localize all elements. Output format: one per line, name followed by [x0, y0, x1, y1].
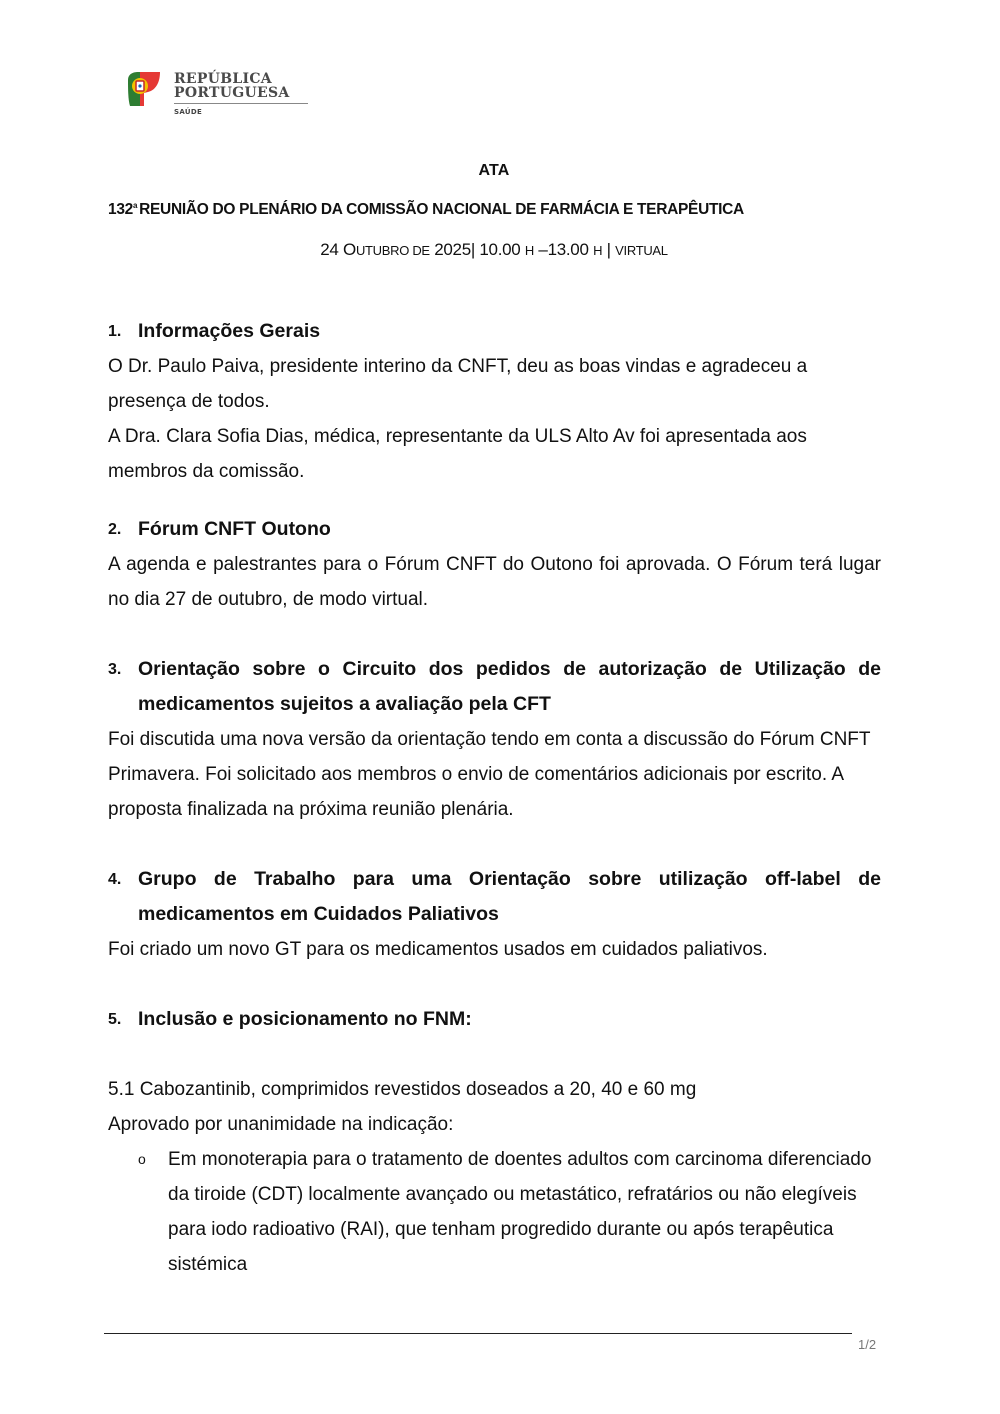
portugal-emblem-icon: [124, 70, 162, 108]
indication-text: Em monoterapia para o tratamento de doentes adultos com carcinoma diferenciado da tiroide (CDT) localmente avançado ou metastático, refratários ou não elegíveis para iodo radioativo (RAI), que tenham progredido durante ou após terapêutica sistémica: [168, 1149, 872, 1275]
date-month-rest: UTUBRO DE: [355, 243, 430, 258]
hour-unit-end: H: [593, 243, 603, 258]
meeting-date-line: 24 OUTUBRO DE 2025| 10.00 H –13.00 H | VIRTUAL: [320, 240, 668, 259]
hollow-bullet-icon: o: [138, 1151, 146, 1167]
paragraph: A Dra. Clara Sofia Dias, médica, representante da ULS Alto Av foi apresentada aos membros da comissão.: [108, 426, 807, 482]
section-heading: [108, 512, 881, 547]
section-title: Informações Gerais: [138, 320, 321, 342]
section-1: [108, 314, 881, 489]
logo-line-2: PORTUGUESA: [174, 85, 290, 101]
section-heading: [108, 314, 881, 349]
logo-subtitle: SAÚDE: [174, 108, 203, 116]
section-heading: [108, 1002, 881, 1037]
section-title: Grupo de Trabalho para uma Orientação sobre utilização off-label de medicamentos em Cuidados Paliativos: [138, 868, 881, 925]
document-type-heading: ATA: [478, 162, 510, 179]
meeting-number: 132: [108, 201, 133, 218]
page-number: 1/2: [858, 1337, 877, 1352]
section-3: [108, 652, 881, 827]
section-5: [108, 1002, 881, 1282]
republica-portuguesa-saude-logo: [124, 70, 308, 116]
logo-divider: [174, 103, 308, 104]
section-number: 1.: [108, 323, 122, 340]
paragraph: A agenda e palestrantes para o Fórum CNFT do Outono foi aprovada. O Fórum terá lugar no dia 27 de outubro, de modo virtual.: [108, 554, 881, 610]
hour-unit-start: H: [524, 243, 534, 258]
section-number: 2.: [108, 521, 122, 538]
date-day: 24: [320, 240, 339, 259]
meeting-ordinal: a: [132, 201, 138, 210]
section-heading: [108, 862, 881, 932]
date-month-initial: O: [343, 240, 356, 259]
date-year: 2025: [434, 240, 471, 259]
section-number: 3.: [108, 661, 122, 678]
footer-divider: [104, 1333, 852, 1334]
logo-line-1: REPÚBLICA: [174, 71, 272, 87]
paragraph: Foi discutida uma nova versão da orientação tendo em conta a discussão do Fórum CNFT Primavera. Foi solicitado aos membros o envio de comentários adicionais por escrito. A proposta finalizada na próxima reunião plenária.: [108, 729, 871, 820]
section-title: Inclusão e posicionamento no FNM:: [138, 1008, 472, 1030]
meeting-title: [108, 201, 744, 219]
minutes-body: [108, 314, 881, 1282]
approval-intro: Aprovado por unanimidade na indicação:: [108, 1114, 454, 1135]
meeting-title-text: REUNIÃO DO PLENÁRIO DA COMISSÃO NACIONAL DE FARMÁCIA E TERAPÊUTICA: [139, 201, 744, 218]
indication-list-item: [138, 1142, 881, 1282]
section-2: [108, 512, 881, 617]
section-4: [108, 862, 881, 967]
paragraph: Foi criado um novo GT para os medicamentos usados em cuidados paliativos.: [108, 939, 768, 960]
section-heading: [108, 652, 881, 722]
meeting-location: VIRTUAL: [615, 243, 668, 258]
section-number: 4.: [108, 871, 122, 888]
subsection-heading: 5.1 Cabozantinib, comprimidos revestidos doseados a 20, 40 e 60 mg: [108, 1079, 697, 1100]
time-end: –13.00: [538, 240, 589, 259]
time-start: 10.00: [479, 240, 521, 259]
section-title: Fórum CNFT Outono: [138, 518, 331, 540]
paragraph: O Dr. Paulo Paiva, presidente interino da CNFT, deu as boas vindas e agradeceu a presença de todos.: [108, 356, 808, 412]
section-title: Orientação sobre o Circuito dos pedidos de autorização de Utilização de medicamentos sujeitos a avaliação pela CFT: [138, 658, 881, 715]
section-number: 5.: [108, 1011, 122, 1028]
